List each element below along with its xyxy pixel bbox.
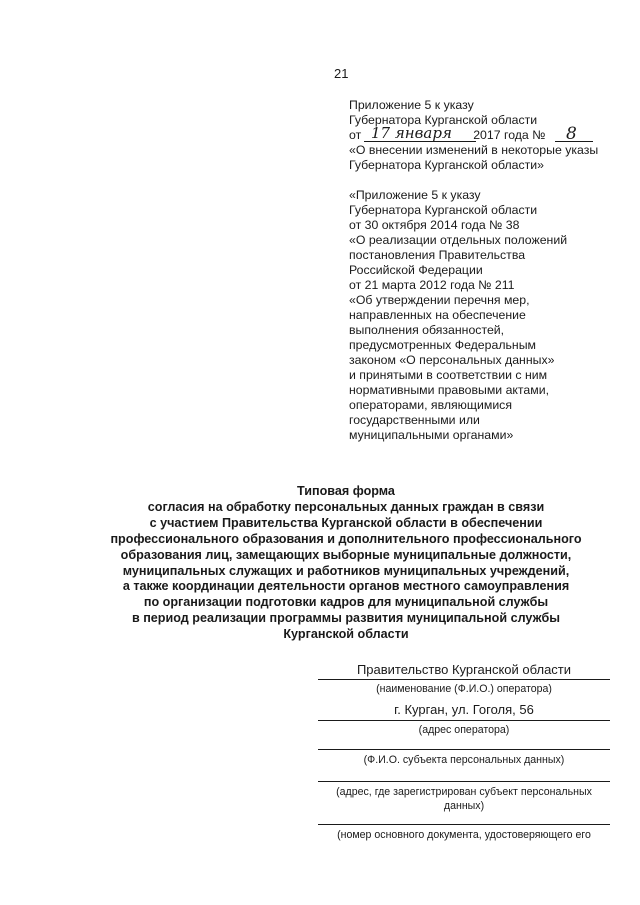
number-underline	[555, 141, 593, 142]
form-title	[96, 484, 596, 643]
appendix-quoted-line: законом «О персональных данных»	[349, 353, 555, 367]
operator-address-rule	[318, 720, 610, 721]
date-suffix: 2017 года №	[473, 128, 546, 142]
page-number: 21	[334, 66, 349, 81]
appendix-quoted-line: Губернатора Курганской области	[349, 203, 538, 217]
appendix-quoted-line: «Приложение 5 к указу	[349, 188, 481, 202]
appendix-quoted	[349, 188, 634, 443]
appendix-quoted-line: выполнения обязанностей,	[349, 323, 505, 337]
form-title-line: с участием Правительства Курганской области в обеспечении	[149, 515, 543, 530]
appendix-quoted-line: от 30 октября 2014 года № 38	[349, 218, 520, 232]
appendix-quoted-line: постановления Правительства	[349, 248, 526, 262]
form-title-line: согласия на обработку персональных данных граждан в связи	[147, 499, 545, 514]
appendix-quoted-line: Российской Федерации	[349, 263, 483, 277]
appendix-quoted-line: «О реализации отдельных положений	[349, 233, 568, 247]
handwritten-number: 8	[566, 124, 577, 144]
subject-address-caption: (адрес, где зарегистрирован субъект персональных данных)	[336, 786, 592, 812]
appendix-quoted-line: от 21 марта 2012 года № 211	[349, 278, 515, 292]
appendix-quoted-line: государственными или	[349, 413, 480, 427]
document-rule[interactable]	[318, 824, 610, 825]
subject-name-rule[interactable]	[318, 749, 610, 750]
appendix-quoted-line: и принятыми в соответствии с ним	[349, 368, 548, 382]
operator-name-rule	[318, 679, 610, 680]
operator-name-caption: (наименование (Ф.И.О.) оператора)	[376, 683, 552, 695]
appendix-line: Приложение 5 к указу	[349, 98, 474, 112]
operator-address-value[interactable]: г. Курган, ул. Гоголя, 56	[394, 702, 534, 717]
appendix-quoted-line: «Об утверждении перечня мер,	[349, 293, 530, 307]
appendix-line: «О внесении изменений в некоторые указы	[349, 143, 599, 157]
form-title-line: профессионального образования и дополнительного профессионального	[110, 531, 582, 546]
document-caption: (номер основного документа, удостоверяющего его	[337, 829, 591, 841]
operator-address-caption: (адрес оператора)	[418, 724, 510, 736]
appendix-quoted-line: предусмотренных Федеральным	[349, 338, 536, 352]
subject-name-caption: (Ф.И.О. субъекта персональных данных)	[363, 754, 565, 766]
form-title-line: муниципальных служащих и работников муниципальных учреждений,	[122, 563, 570, 578]
form-title-line: образования лиц, замещающих выборные муниципальные должности,	[120, 547, 572, 562]
subject-address-rule[interactable]	[318, 781, 610, 782]
date-prefix: от	[349, 128, 362, 142]
form-title-line: а также координации деятельности органов местного самоуправления	[122, 579, 570, 594]
appendix-line: Губернатора Курганской области	[349, 113, 538, 127]
appendix-quoted-line: нормативными правовыми актами,	[349, 383, 550, 397]
date-underline	[364, 141, 476, 142]
form-title-heading: Типовая форма	[297, 484, 395, 498]
appendix-quoted-line: направленных на обеспечение	[349, 308, 526, 322]
handwritten-date: 17 января	[371, 124, 452, 142]
appendix-quoted-line: муниципальными органами»	[349, 428, 514, 442]
form-title-line: Курганской области	[283, 627, 409, 642]
operator-name-value[interactable]: Правительство Курганской области	[356, 662, 572, 677]
appendix-line: Губернатора Курганской области»	[349, 158, 544, 172]
appendix-quoted-line: операторами, являющимися	[349, 398, 512, 412]
form-title-line: по организации подготовки кадров для муниципальной службы	[143, 595, 549, 610]
form-title-line: в период реализации программы развития муниципальной службы	[131, 611, 561, 626]
